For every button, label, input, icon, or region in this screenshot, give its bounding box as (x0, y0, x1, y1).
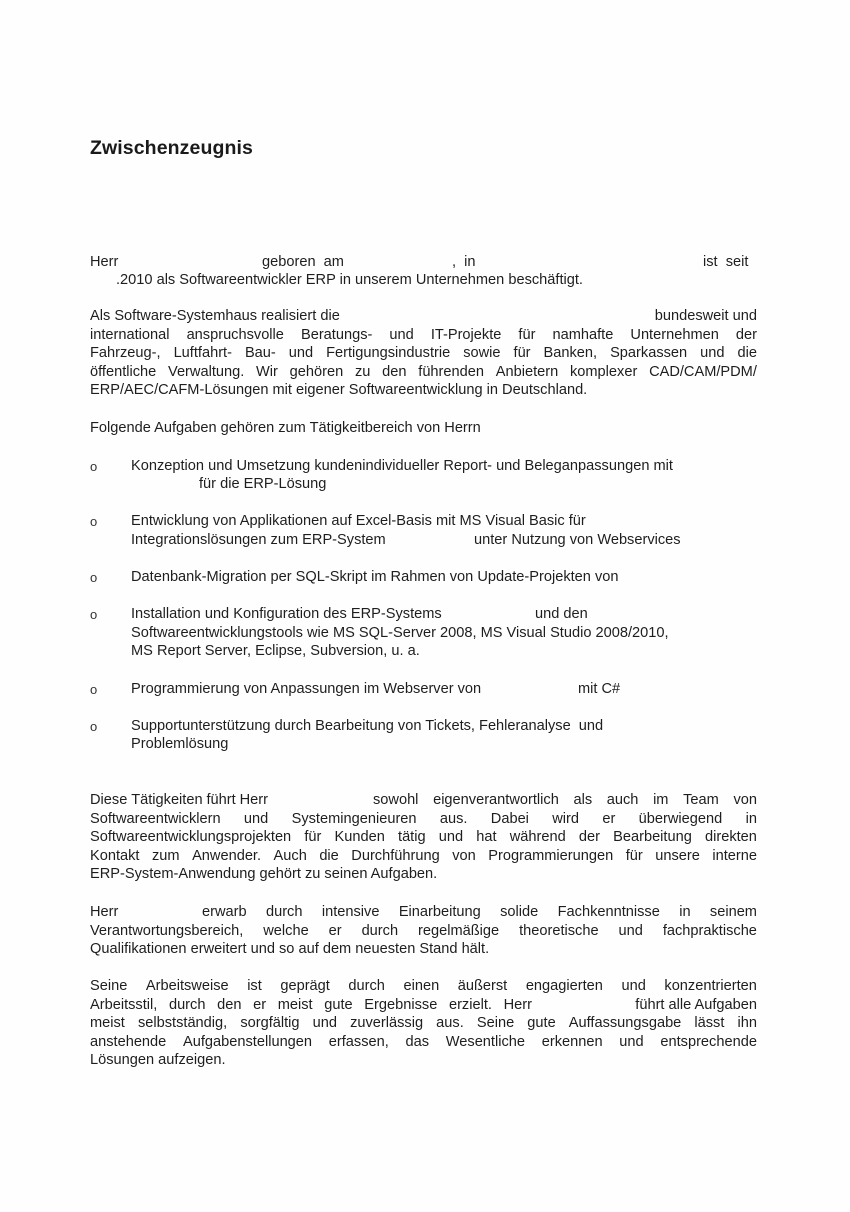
line-segment: führt alle Aufgaben (635, 996, 757, 1013)
paragraph-line (90, 977, 757, 996)
word: Kunden (334, 829, 385, 846)
word: Herr (239, 792, 268, 808)
word: engagierten (525, 978, 603, 994)
word: und (243, 810, 269, 827)
word: und (621, 978, 646, 994)
line-segment: Als Software-Systemhaus realisiert die (90, 308, 340, 324)
intro-herr: Herr (90, 254, 119, 270)
word: durch (361, 922, 399, 939)
task-line: Supportunterstützung durch Bearbeitung von Tickets, Fehleranalyse und (131, 718, 604, 734)
word: Systemingenieuren (291, 810, 417, 827)
word: Durchführung (351, 847, 440, 864)
word: das (405, 1033, 430, 1050)
line-segment (202, 903, 757, 922)
word: Herr (503, 996, 532, 1013)
word: der (735, 326, 757, 343)
word: hat (476, 829, 497, 846)
tasks-intro: Folgende Aufgaben gehören zum Tätigkeitbereich von Herrn (90, 420, 481, 436)
word: Wir (256, 363, 278, 380)
paragraph-line (90, 903, 757, 922)
word: Einarbeitung (398, 904, 481, 920)
word: konzentrierten (664, 978, 757, 994)
word: und (700, 345, 725, 362)
word: solide (500, 904, 539, 920)
word: Verantwortungsbereich, (90, 922, 244, 939)
paragraph-line (90, 847, 757, 866)
task-line: MS Report Server, Eclipse, Subversion, u. a. (131, 643, 420, 659)
work-style-paragraph (90, 977, 757, 1070)
document-title: Zwischenzeugnis (90, 137, 253, 159)
task-line: für die ERP-Lösung (199, 476, 327, 492)
word: Seine (476, 1015, 515, 1032)
paragraph-line (90, 326, 757, 345)
word: komplexer (569, 363, 638, 380)
word: für (625, 847, 643, 864)
paragraph-line (90, 865, 757, 884)
word: führenden (418, 363, 484, 380)
word: ist (247, 978, 262, 994)
word: Unternehmen (630, 326, 719, 343)
word: Arbeitsstil, (90, 996, 158, 1013)
word: zu (354, 363, 371, 380)
word: er (253, 996, 267, 1013)
line-segment (373, 791, 757, 810)
word: aus. (439, 810, 468, 827)
word: Sparkassen (610, 345, 688, 362)
word: anspruchsvolle (186, 326, 284, 343)
word: Softwareentwicklungsprojekten (90, 829, 292, 846)
word: Beratungs- (300, 326, 373, 343)
word: Anwender. (192, 847, 262, 864)
bullet-icon: o (90, 682, 98, 697)
line-text: ERP/AEC/CAFM-Lösungen mit eigener Softwareentwicklung in Deutschland. (90, 382, 588, 399)
word: tätig (398, 829, 426, 846)
paragraph-line (90, 996, 757, 1015)
word: durch (168, 996, 206, 1013)
line-text: Lösungen aufzeigen. (90, 1052, 226, 1069)
word: auch (606, 792, 639, 808)
paragraph-line (90, 307, 757, 326)
task-line: Installation und Konfiguration des ERP-Systems (131, 606, 442, 622)
paragraph-line (90, 940, 757, 959)
task-line: Problemlösung (131, 736, 229, 752)
word: die (319, 847, 339, 864)
paragraph-line (90, 363, 757, 382)
word: und (389, 326, 414, 343)
task-line: Datenbank-Migration per SQL-Skript im Rahmen von Update-Projekten von (131, 569, 619, 585)
word: sorgfältig (240, 1015, 300, 1032)
word: erwarb (202, 904, 247, 920)
word: Fertigungsindustrie (326, 345, 451, 362)
bullet-icon: o (90, 570, 98, 585)
word: der (578, 829, 600, 846)
paragraph-line (90, 828, 757, 847)
word: und (619, 1033, 644, 1050)
word: Luftfahrt- (173, 345, 232, 362)
word: im (653, 792, 669, 808)
word: erkennen (541, 1033, 603, 1050)
task-line: mit C# (578, 681, 621, 697)
paragraph-line (90, 381, 757, 400)
activities-paragraph (90, 791, 757, 884)
word: Bearbeitung (613, 829, 692, 846)
line-text: ERP-System-Anwendung gehört zu seinen Aufgaben. (90, 866, 438, 883)
word: regelmäßige (418, 922, 500, 939)
company-paragraph (90, 307, 757, 400)
word: Verwaltung. (168, 363, 245, 380)
line-segment (90, 996, 532, 1015)
word: IT-Projekte (430, 326, 502, 343)
word: überwiegend (638, 810, 723, 827)
line-segment: bundesweit und (654, 308, 757, 324)
line-text (90, 1014, 757, 1033)
word: und (312, 1015, 337, 1032)
word: zuverlässig (350, 1015, 424, 1032)
word: erzielt. (448, 996, 492, 1013)
word: geprägt (280, 978, 330, 994)
bullet-icon: o (90, 514, 98, 529)
line-text (90, 977, 757, 996)
word: Diese (90, 792, 128, 808)
word: aus. (436, 1015, 464, 1032)
word: den (217, 996, 242, 1013)
word: direkten (705, 829, 757, 846)
word: selbstständig, (137, 1015, 228, 1032)
word: Anbietern (495, 363, 559, 380)
word: Fachkenntnisse (557, 904, 660, 920)
line-text (90, 326, 757, 345)
task-line: Konzeption und Umsetzung kundenindividueller Report- und Beleganpassungen mit (131, 458, 673, 474)
word: gute (324, 996, 353, 1013)
paragraph-line (90, 1051, 757, 1070)
word: Fahrzeug-, (90, 345, 161, 362)
word: fachpraktische (662, 922, 757, 939)
word: interne (712, 847, 757, 864)
bullet-icon: o (90, 459, 98, 474)
word: gehören (289, 363, 344, 380)
word: entsprechende (660, 1033, 757, 1050)
line-text (90, 922, 757, 941)
line-segment: Herr (90, 904, 119, 920)
word: durch (348, 978, 385, 994)
word: Team (683, 792, 719, 808)
task-line: Softwareentwicklungstools wie MS SQL-Server 2008, MS Visual Studio 2008/2010, (131, 625, 669, 641)
line-segment (90, 791, 268, 810)
task-line: und den (535, 606, 588, 622)
word: während (509, 829, 566, 846)
word: von (733, 792, 757, 808)
word: eigenverantwortlich (433, 792, 559, 808)
line-text (90, 847, 757, 866)
word: äußerst (457, 978, 508, 994)
word: Kontakt (90, 847, 140, 864)
word: sowie (463, 345, 501, 362)
word: von (452, 847, 476, 864)
line-text (90, 810, 757, 829)
word: seinem (709, 904, 757, 920)
word: ihn (737, 1015, 757, 1032)
word: Wesentliche (445, 1033, 525, 1050)
word: er (328, 922, 342, 939)
word: Banken, (543, 345, 598, 362)
line-text (90, 344, 757, 363)
word: welche (263, 922, 309, 939)
word: führt (206, 792, 236, 808)
paragraph-line (90, 810, 757, 829)
word: CAD/CAM/PDM/ (649, 363, 757, 380)
intro-ist-seit: ist seit (703, 254, 749, 270)
word: und (288, 345, 314, 362)
word: anstehende (90, 1033, 167, 1050)
word: öffentliche (90, 363, 157, 380)
word: für (513, 345, 531, 362)
word: zum (152, 847, 180, 864)
word: sowohl (373, 792, 419, 808)
word: für (304, 829, 322, 846)
line-text (90, 828, 757, 847)
word: Tätigkeiten (131, 792, 203, 808)
word: Aufgabenstellungen (183, 1033, 313, 1050)
word: Arbeitsweise (145, 978, 229, 994)
word: die (737, 345, 757, 362)
knowledge-paragraph (90, 903, 757, 959)
word: einen (403, 978, 440, 994)
word: Ergebnisse (364, 996, 438, 1013)
line-text (90, 1033, 757, 1052)
task-line: Integrationslösungen zum ERP-System (131, 532, 386, 548)
word: Seine (90, 978, 128, 994)
word: Programmierungen (488, 847, 614, 864)
word: erfassen, (328, 1033, 389, 1050)
word: durch (265, 904, 303, 920)
paragraph-line (90, 922, 757, 941)
word: und (618, 922, 643, 939)
paragraph-line (90, 1033, 757, 1052)
word: Auffassungsgabe (568, 1015, 682, 1032)
word: Dabei (490, 810, 529, 827)
bullet-icon: o (90, 719, 98, 734)
task-line: Entwicklung von Applikationen auf Excel-Basis mit MS Visual Basic für (131, 513, 586, 529)
word: meist (277, 996, 313, 1013)
task-line: Programmierung von Anpassungen im Webserver von (131, 681, 482, 697)
word: international (90, 326, 170, 343)
word: gute (527, 1015, 556, 1032)
word: Auch (273, 847, 307, 864)
line-text (90, 363, 757, 382)
word: Softwareentwicklern (90, 810, 221, 827)
bullet-icon: o (90, 607, 98, 622)
word: den (382, 363, 407, 380)
word: intensive (321, 904, 380, 920)
word: unsere (655, 847, 700, 864)
word: und (438, 829, 464, 846)
word: als (573, 792, 593, 808)
paragraph-line (90, 344, 757, 363)
word: theoretische (519, 922, 599, 939)
intro-line-2: .2010 als Softwareentwickler ERP in unserem Unternehmen beschäftigt. (116, 272, 583, 288)
word: in (679, 904, 691, 920)
word: lässt (694, 1015, 725, 1032)
word: Bau- (244, 345, 276, 362)
intro-in: , in (452, 254, 476, 270)
line-text: Qualifikationen erweitert und so auf dem neuesten Stand hält. (90, 941, 490, 958)
word: meist (90, 1015, 125, 1032)
word: er (602, 810, 616, 827)
task-line: unter Nutzung von Webservices (474, 532, 681, 548)
word: in (745, 810, 757, 827)
word: namhafte (552, 326, 614, 343)
word: für (518, 326, 536, 343)
intro-geboren-am: geboren am (262, 254, 344, 270)
paragraph-line (90, 1014, 757, 1033)
word: wird (552, 810, 580, 827)
paragraph-line (90, 791, 757, 810)
